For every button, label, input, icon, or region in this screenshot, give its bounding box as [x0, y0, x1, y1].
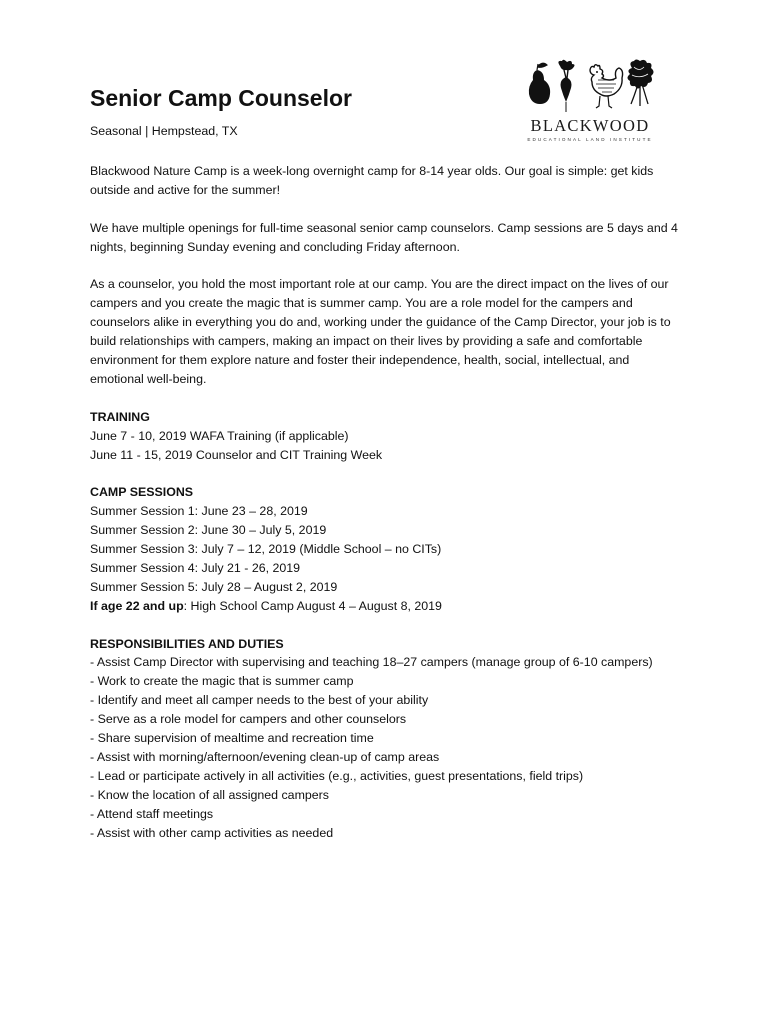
session-special-label: If age 22 and up [90, 598, 184, 613]
duties-heading: RESPONSIBILITIES AND DUTIES [90, 636, 284, 651]
duty-item: - Lead or participate actively in all activities (e.g., activities, guest presentations, field trips) [90, 768, 584, 783]
sessions-heading: CAMP SESSIONS [90, 485, 194, 500]
job-description [90, 162, 682, 861]
training-heading: TRAINING [90, 409, 150, 424]
intro-paragraph-3: As a counselor, you hold the most important role at our camp. You are the direct impact on the lives of our campers and you create the magic that is summer camp. You are a role model for the campers and counselors alike in everything you do and, working under the guidance of the Camp Director, your job is to build relationships with campers, making an impact on their lives by providing a safe and comfortable environment for them explore nature and foster their independence, health, social, intellectual, and emotional well-being. [90, 277, 671, 386]
job-location: Seasonal | Hempstead, TX [90, 124, 238, 138]
session-item: Summer Session 4: July 21 - 26, 2019 [90, 560, 301, 575]
session-item: Summer Session 5: July 28 – August 2, 2019 [90, 579, 338, 594]
duty-item: - Work to create the magic that is summer camp [90, 674, 354, 689]
training-item: June 11 - 15, 2019 Counselor and CIT Training Week [90, 447, 383, 462]
duty-item: - Assist with other camp activities as needed [90, 825, 334, 840]
intro-paragraph-1: Blackwood Nature Camp is a week-long overnight camp for 8-14 year olds. Our goal is simple: get kids outside and active for the summer! [90, 164, 654, 197]
duty-item: - Know the location of all assigned campers [90, 787, 329, 802]
duty-item: - Assist Camp Director with supervising and teaching 18–27 campers (manage group of 6-10 campers) [90, 655, 653, 670]
logo-tagline: EDUCATIONAL LAND INSTITUTE [527, 137, 653, 142]
duty-item: - Attend staff meetings [90, 806, 214, 821]
duties-list [90, 653, 682, 842]
session-special-text: : High School Camp August 4 – August 8, 2019 [183, 598, 442, 613]
kale-icon [628, 60, 654, 107]
sessions-section [90, 483, 682, 615]
logo-illustration [520, 58, 660, 114]
session-item: Summer Session 1: June 23 – 28, 2019 [90, 504, 308, 519]
radish-icon [558, 60, 574, 112]
session-special [90, 597, 682, 616]
duty-item: - Serve as a role model for campers and other counselors [90, 712, 407, 727]
duties-section [90, 635, 682, 843]
intro-paragraph-2: We have multiple openings for full-time seasonal senior camp counselors. Camp sessions are 5 days and 4 nights, beginning Sunday evening and concluding Friday afternoon. [90, 220, 678, 254]
pear-icon [529, 63, 550, 104]
logo-wordmark: BLACKWOOD [530, 116, 650, 135]
page-title: Senior Camp Counselor [90, 85, 352, 111]
duty-item: - Assist with morning/afternoon/evening clean-up of camp areas [90, 750, 440, 765]
training-section [90, 408, 682, 465]
blackwood-logo [520, 58, 660, 146]
training-item: June 7 - 10, 2019 WAFA Training (if applicable) [90, 428, 349, 443]
duty-item: - Share supervision of mealtime and recreation time [90, 731, 374, 746]
rooster-icon [590, 65, 623, 108]
session-item: Summer Session 2: June 30 – July 5, 2019 [90, 523, 327, 538]
duty-item: - Identify and meet all camper needs to the best of your ability [90, 693, 429, 708]
session-item: Summer Session 3: July 7 – 12, 2019 (Middle School – no CITs) [90, 542, 442, 557]
